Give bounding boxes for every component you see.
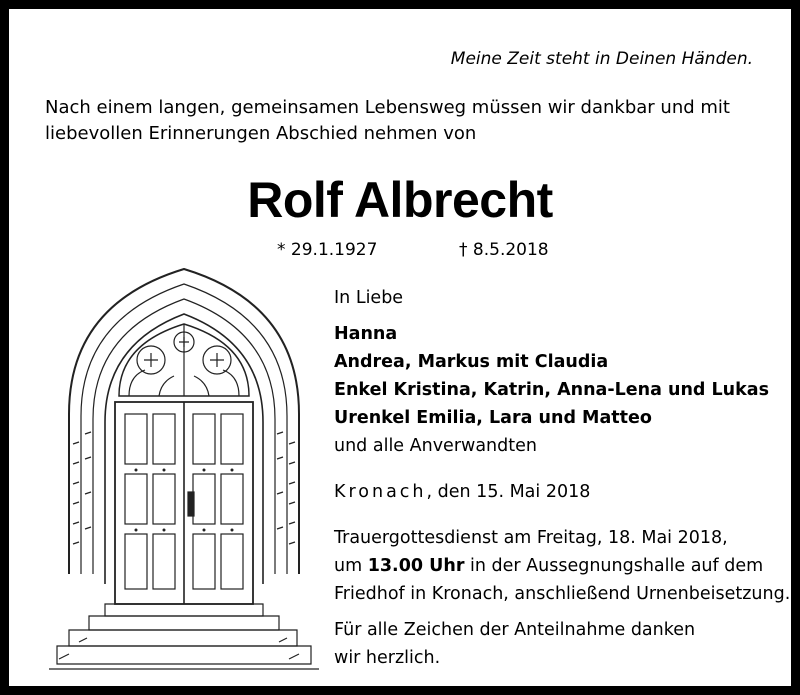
place: Kronach [334,482,427,502]
motto: Meine Zeit steht in Deinen Händen. [450,49,753,69]
service-line-3: Friedhof in Kronach, anschließend Urnenbeisetzung. [334,584,791,604]
birth-date: * 29.1.1927 [277,240,378,260]
mourner-name: Enkel Kristina, Katrin, Anna-Lena und Lukas [334,380,770,400]
mourners-block [334,284,791,672]
service-info [334,524,791,608]
service-line-2: um 13.00 Uhr in der Aussegnungshalle auf dem [334,556,764,576]
deceased-name: Rolf Albrecht [247,172,553,228]
mourner-name: Urenkel Emilia, Lara und Matteo [334,408,652,428]
other-relatives: und alle Anverwandten [334,436,537,456]
thanks-line-1: Für alle Zeichen der Anteilnahme danken [334,620,696,640]
mourner-name: Hanna [334,324,398,344]
service-time: 13.00 Uhr [367,556,465,576]
place-date-line [334,478,784,506]
mourner-name: Andrea, Markus mit Claudia [334,352,609,372]
in-love-label: In Liebe [334,288,404,308]
thanks-line-2: wir herzlich. [334,648,441,668]
date: , den 15. Mai 2018 [426,482,591,502]
death-date: † 8.5.2018 [459,240,549,260]
service-line-1: Trauergottesdienst am Freitag, 18. Mai 2018, [334,528,728,548]
church-door-illustration [49,264,319,674]
intro-text: Nach einem langen, gemeinsamen Lebensweg müssen wir dankbar und mit liebevollen Erinnerungen Abschied nehmen von [45,97,730,144]
